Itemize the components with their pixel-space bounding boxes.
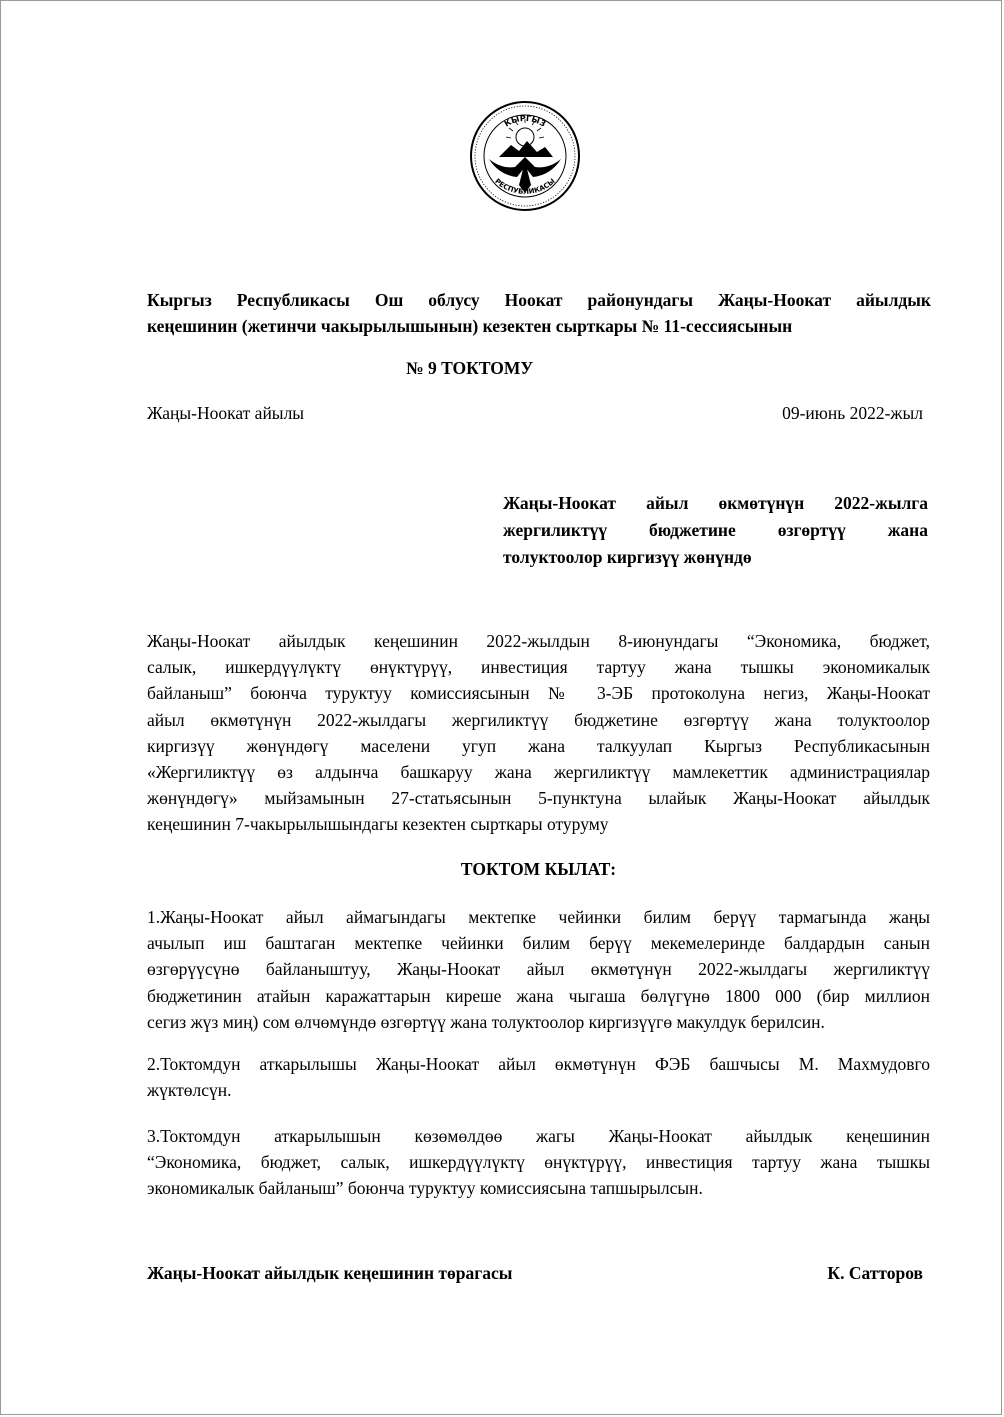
preamble-line: Жаңы-Ноокат айылдык кеңешинин 2022-жылдын 8-июнундагы “Экономика, бюджет, xyxy=(147,631,930,651)
resolve-heading: ТОКТОМ КЫЛАТ: xyxy=(460,859,617,879)
document-place: Жаңы-Ноокат айылы xyxy=(147,403,305,423)
document-subject xyxy=(503,490,928,571)
emblem-text-bottom: РЕСПУБЛИКАСЫ xyxy=(493,177,557,196)
item-line: бюджетинин атайын каражаттарын киреше жана чыгаша бөлүгүнө 1800 000 (бир миллион xyxy=(147,985,930,1006)
subject-line: толуктоолор киргизүү жөнүндө xyxy=(503,547,752,567)
svg-text:КЫРГЫЗ xyxy=(503,114,548,129)
item-line: 1.Жаңы-Ноокат айыл аймагындагы мектепке чейинки билим берүү тармагында жаңы xyxy=(147,907,930,927)
subject-line: Жаңы-Ноокат айыл өкмөтүнүн 2022-жылга xyxy=(503,493,928,513)
header-line-1: Кыргыз Республикасы Ош облусу Ноокат районундагы Жаңы-Ноокат айылдык xyxy=(147,290,931,310)
item-line: “Экономика, бюджет, салык, ишкердүүлүктү өнүктүрүү, инвестиция тартуу жана тышкы xyxy=(147,1152,930,1173)
item-line: сегиз жүз миң) сом өлчөмүндө өзгөртүү жана толуктоолор киргизүүгө макулдук берилсин. xyxy=(147,1011,825,1032)
header-line-2: кеңешинин (жетинчи чакырылышынын) кезектен сырткары № 11-сессиясынын xyxy=(147,316,793,336)
item-line: ачылып иш баштаган мектепке чейинки билим берүү мекемелеринде балдардын санын xyxy=(147,933,930,954)
document-number: № 9 ТОКТОМУ xyxy=(406,358,534,378)
resolution-item-3 xyxy=(147,1123,930,1202)
item-line: 3.Токтомдун аткарылышын көзөмөлдөө жагы Жаңы-Ноокат айылдык кеңешинин xyxy=(147,1126,930,1146)
item-line: жүктөлсүн. xyxy=(147,1080,232,1101)
preamble-line: салык, ишкердүүлүктү өнүктүрүү, инвестиция тартуу жана тышкы экономикалык xyxy=(147,657,930,678)
preamble-line: жөнүндөгү» мыйзамынын 27-статьясынын 5-пунктуна ылайык Жаңы-Ноокат айылдык xyxy=(147,788,930,809)
preamble-line: «Жергиликтүү өз алдынча башкаруу жана жергиликтүү мамлекеттик администрациялар xyxy=(147,762,930,783)
signature-title: Жаңы-Ноокат айылдык кеңешинин төрагасы xyxy=(147,1263,513,1283)
item-line: өзгөрүүсүнө байланыштуу, Жаңы-Ноокат айыл өкмөтүнүн 2022-жылдагы жергиликтүү xyxy=(147,959,930,980)
emblem-text-top: КЫРГЫЗ xyxy=(502,113,548,129)
resolution-item-1 xyxy=(147,904,930,1035)
state-emblem-seal xyxy=(469,97,581,215)
preamble-line: кеңешинин 7-чакырылышындагы кезектен сырткары отуруму xyxy=(147,814,609,835)
preamble-line: айыл өкмөтүнүн 2022-жылдагы жергиликтүү бюджетине өзгөртүү жана толуктоолор xyxy=(147,709,930,730)
item-line: 2.Токтомдун аткарылышы Жаңы-Ноокат айыл өкмөтүнүн ФЭБ башчысы М. Махмудовго xyxy=(147,1054,930,1074)
preamble-line: байланыш” боюнча туруктуу комиссиясынын № 3-ЭБ протоколуна негиз, Жаңы-Ноокат xyxy=(147,683,930,704)
preamble-line: киргизүү жөнүндөгү маселени угуп жана талкуулап Кыргыз Республикасынын xyxy=(147,735,930,756)
subject-line: жергиликтүү бюджетине өзгөртүү жана xyxy=(503,520,928,540)
signature-name: К. Сатторов xyxy=(827,1263,923,1283)
preamble-paragraph xyxy=(147,628,930,838)
document-date: 09-июнь 2022-жыл xyxy=(782,403,923,423)
resolution-item-2 xyxy=(147,1051,930,1103)
item-line: экономикалык байланыш” боюнча туруктуу комиссиясына тапшырылсын. xyxy=(147,1178,703,1199)
